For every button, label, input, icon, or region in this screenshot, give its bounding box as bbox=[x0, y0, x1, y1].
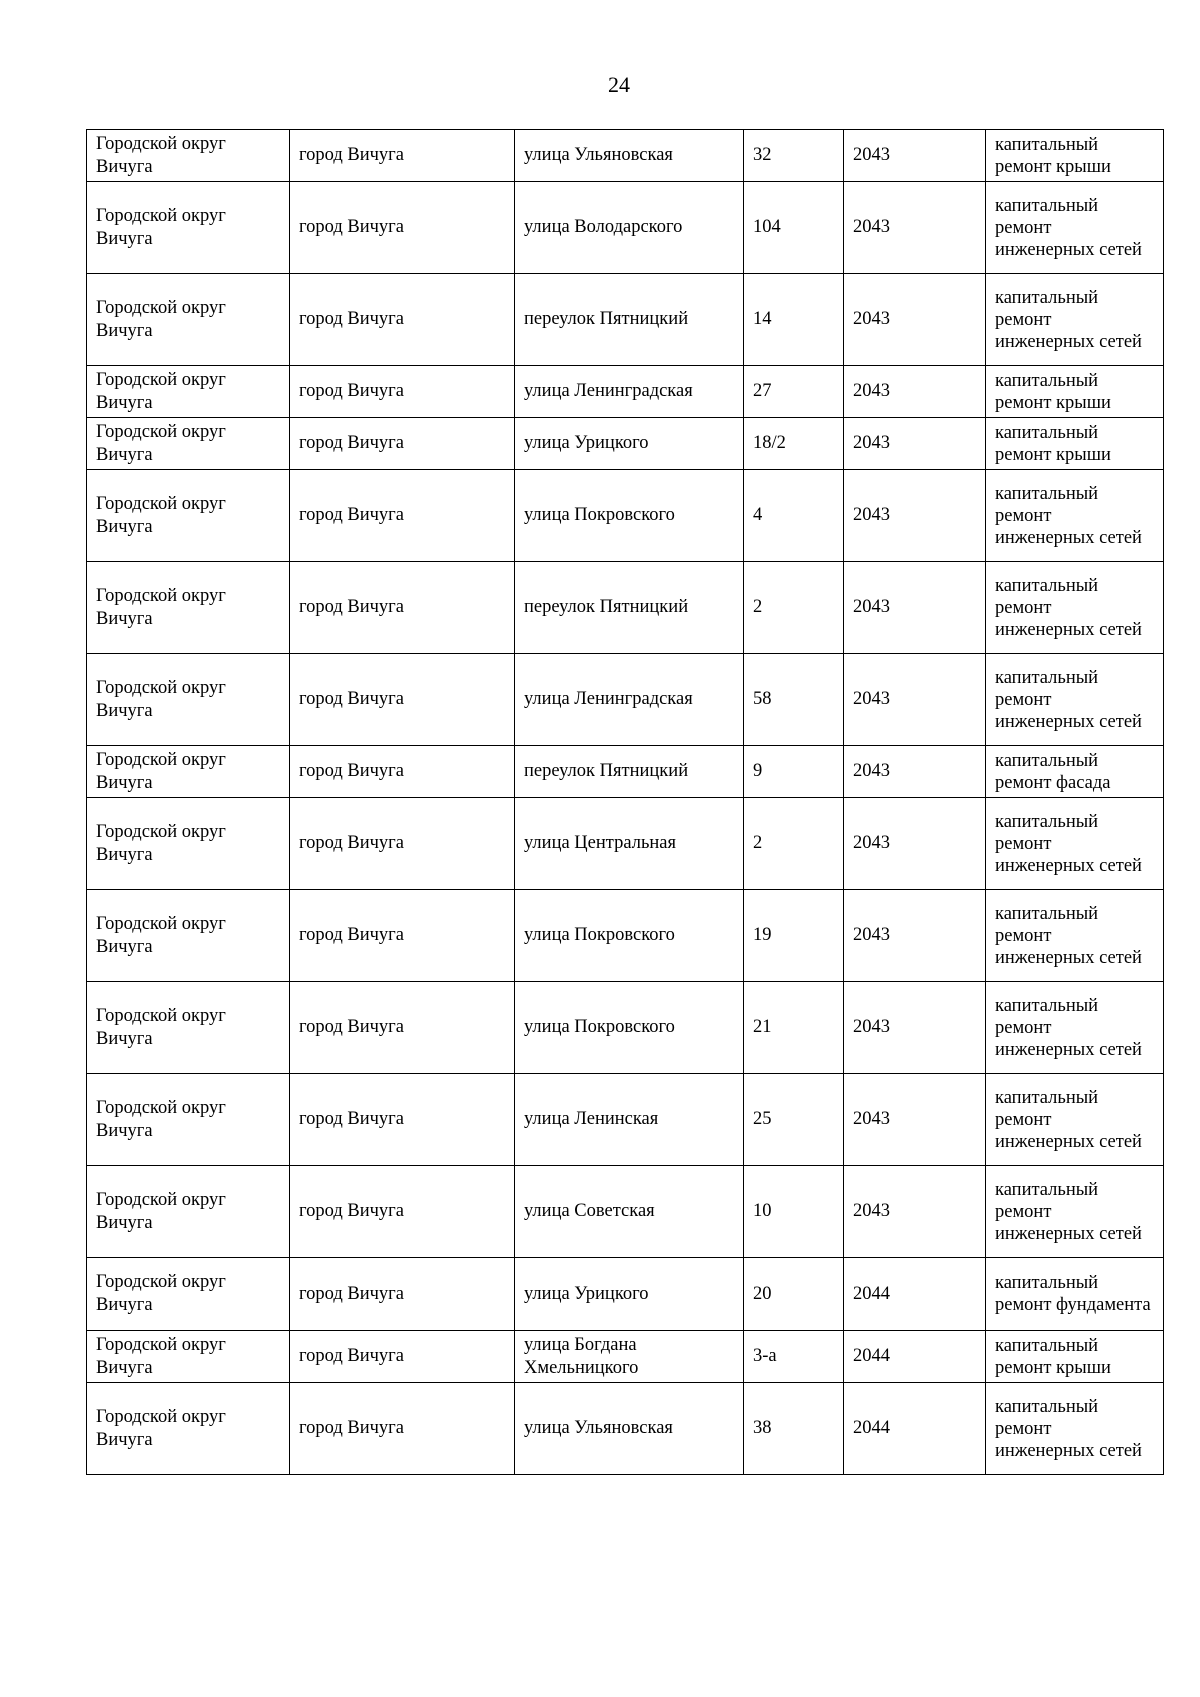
table-row bbox=[87, 654, 1164, 746]
cell-work-type: капитальный ремонт крыши bbox=[986, 1331, 1164, 1383]
cell-street: переулок Пятницкий bbox=[515, 274, 744, 366]
cell-year: 2043 bbox=[844, 418, 986, 470]
table-row bbox=[87, 890, 1164, 982]
cell-street: улица Ленинградская bbox=[515, 654, 744, 746]
table-row bbox=[87, 982, 1164, 1074]
table-row bbox=[87, 1258, 1164, 1331]
cell-street: улица Ленинская bbox=[515, 1074, 744, 1166]
page-number: 24 bbox=[608, 72, 630, 97]
cell-work-type: капитальный ремонт инженерных сетей bbox=[986, 654, 1164, 746]
cell-street: улица Володарского bbox=[515, 182, 744, 274]
cell-work-type: капитальный ремонт инженерных сетей bbox=[986, 470, 1164, 562]
cell-locality: город Вичуга bbox=[290, 182, 515, 274]
cell-year: 2043 bbox=[844, 182, 986, 274]
cell-locality: город Вичуга bbox=[290, 366, 515, 418]
cell-district: Городской округ Вичуга bbox=[87, 418, 290, 470]
cell-house-number: 20 bbox=[744, 1258, 844, 1331]
cell-district: Городской округ Вичуга bbox=[87, 274, 290, 366]
table-row bbox=[87, 130, 1164, 182]
cell-street: улица Покровского bbox=[515, 470, 744, 562]
table-row bbox=[87, 418, 1164, 470]
cell-year: 2043 bbox=[844, 366, 986, 418]
cell-street: улица Ульяновская bbox=[515, 130, 744, 182]
cell-locality: город Вичуга bbox=[290, 982, 515, 1074]
cell-street: улица Покровского bbox=[515, 890, 744, 982]
cell-locality: город Вичуга bbox=[290, 1166, 515, 1258]
cell-work-type: капитальный ремонт инженерных сетей bbox=[986, 1383, 1164, 1475]
cell-district: Городской округ Вичуга bbox=[87, 1258, 290, 1331]
cell-house-number: 21 bbox=[744, 982, 844, 1074]
cell-house-number: 19 bbox=[744, 890, 844, 982]
cell-work-type: капитальный ремонт крыши bbox=[986, 366, 1164, 418]
cell-district: Городской округ Вичуга bbox=[87, 1074, 290, 1166]
cell-year: 2043 bbox=[844, 470, 986, 562]
cell-year: 2043 bbox=[844, 982, 986, 1074]
cell-district: Городской округ Вичуга bbox=[87, 182, 290, 274]
cell-street: улица Богдана Хмельницкого bbox=[515, 1331, 744, 1383]
cell-work-type: капитальный ремонт фасада bbox=[986, 746, 1164, 798]
cell-district: Городской округ Вичуга bbox=[87, 1383, 290, 1475]
table-row bbox=[87, 562, 1164, 654]
cell-locality: город Вичуга bbox=[290, 1258, 515, 1331]
cell-locality: город Вичуга bbox=[290, 418, 515, 470]
cell-house-number: 27 bbox=[744, 366, 844, 418]
cell-house-number: 104 bbox=[744, 182, 844, 274]
cell-work-type: капитальный ремонт инженерных сетей bbox=[986, 982, 1164, 1074]
cell-district: Городской округ Вичуга bbox=[87, 890, 290, 982]
table-row bbox=[87, 366, 1164, 418]
cell-street: улица Ульяновская bbox=[515, 1383, 744, 1475]
table-row bbox=[87, 798, 1164, 890]
cell-house-number: 25 bbox=[744, 1074, 844, 1166]
cell-street: переулок Пятницкий bbox=[515, 746, 744, 798]
table-row bbox=[87, 1383, 1164, 1475]
cell-district: Городской округ Вичуга bbox=[87, 1331, 290, 1383]
cell-work-type: капитальный ремонт инженерных сетей bbox=[986, 798, 1164, 890]
table-row bbox=[87, 470, 1164, 562]
table-row bbox=[87, 746, 1164, 798]
cell-work-type: капитальный ремонт крыши bbox=[986, 418, 1164, 470]
cell-year: 2043 bbox=[844, 798, 986, 890]
repair-schedule-table bbox=[86, 129, 1164, 1475]
cell-house-number: 32 bbox=[744, 130, 844, 182]
cell-street: улица Покровского bbox=[515, 982, 744, 1074]
cell-year: 2044 bbox=[844, 1331, 986, 1383]
table-row bbox=[87, 1331, 1164, 1383]
cell-locality: город Вичуга bbox=[290, 1331, 515, 1383]
cell-work-type: капитальный ремонт инженерных сетей bbox=[986, 1166, 1164, 1258]
cell-house-number: 2 bbox=[744, 798, 844, 890]
cell-year: 2044 bbox=[844, 1383, 986, 1475]
cell-locality: город Вичуга bbox=[290, 654, 515, 746]
cell-house-number: 10 bbox=[744, 1166, 844, 1258]
cell-house-number: 4 bbox=[744, 470, 844, 562]
cell-work-type: капитальный ремонт инженерных сетей bbox=[986, 1074, 1164, 1166]
cell-house-number: 38 bbox=[744, 1383, 844, 1475]
cell-locality: город Вичуга bbox=[290, 274, 515, 366]
cell-year: 2043 bbox=[844, 654, 986, 746]
cell-locality: город Вичуга bbox=[290, 470, 515, 562]
cell-work-type: капитальный ремонт инженерных сетей bbox=[986, 890, 1164, 982]
cell-street: улица Советская bbox=[515, 1166, 744, 1258]
cell-district: Городской округ Вичуга bbox=[87, 562, 290, 654]
cell-district: Городской округ Вичуга bbox=[87, 982, 290, 1074]
table-row bbox=[87, 1166, 1164, 1258]
cell-year: 2043 bbox=[844, 274, 986, 366]
cell-work-type: капитальный ремонт инженерных сетей bbox=[986, 182, 1164, 274]
cell-house-number: 58 bbox=[744, 654, 844, 746]
cell-street: улица Ленинградская bbox=[515, 366, 744, 418]
cell-year: 2043 bbox=[844, 130, 986, 182]
cell-year: 2043 bbox=[844, 890, 986, 982]
cell-house-number: 14 bbox=[744, 274, 844, 366]
cell-house-number: 9 bbox=[744, 746, 844, 798]
cell-locality: город Вичуга bbox=[290, 562, 515, 654]
cell-street: переулок Пятницкий bbox=[515, 562, 744, 654]
cell-house-number: 18/2 bbox=[744, 418, 844, 470]
cell-district: Городской округ Вичуга bbox=[87, 798, 290, 890]
cell-district: Городской округ Вичуга bbox=[87, 746, 290, 798]
cell-district: Городской округ Вичуга bbox=[87, 470, 290, 562]
cell-year: 2043 bbox=[844, 746, 986, 798]
cell-street: улица Урицкого bbox=[515, 418, 744, 470]
cell-locality: город Вичуга bbox=[290, 890, 515, 982]
table-row bbox=[87, 182, 1164, 274]
table-body bbox=[87, 130, 1164, 1475]
cell-work-type: капитальный ремонт фундамента bbox=[986, 1258, 1164, 1331]
cell-year: 2043 bbox=[844, 1074, 986, 1166]
cell-district: Городской округ Вичуга bbox=[87, 130, 290, 182]
cell-house-number: 2 bbox=[744, 562, 844, 654]
cell-street: улица Урицкого bbox=[515, 1258, 744, 1331]
cell-work-type: капитальный ремонт крыши bbox=[986, 130, 1164, 182]
cell-locality: город Вичуга bbox=[290, 130, 515, 182]
table-row bbox=[87, 1074, 1164, 1166]
cell-locality: город Вичуга bbox=[290, 798, 515, 890]
cell-year: 2044 bbox=[844, 1258, 986, 1331]
cell-year: 2043 bbox=[844, 562, 986, 654]
cell-house-number: 3-а bbox=[744, 1331, 844, 1383]
cell-street: улица Центральная bbox=[515, 798, 744, 890]
cell-locality: город Вичуга bbox=[290, 1074, 515, 1166]
cell-locality: город Вичуга bbox=[290, 1383, 515, 1475]
cell-work-type: капитальный ремонт инженерных сетей bbox=[986, 562, 1164, 654]
cell-district: Городской округ Вичуга bbox=[87, 366, 290, 418]
cell-year: 2043 bbox=[844, 1166, 986, 1258]
table-row bbox=[87, 274, 1164, 366]
cell-work-type: капитальный ремонт инженерных сетей bbox=[986, 274, 1164, 366]
cell-district: Городской округ Вичуга bbox=[87, 654, 290, 746]
cell-locality: город Вичуга bbox=[290, 746, 515, 798]
cell-district: Городской округ Вичуга bbox=[87, 1166, 290, 1258]
